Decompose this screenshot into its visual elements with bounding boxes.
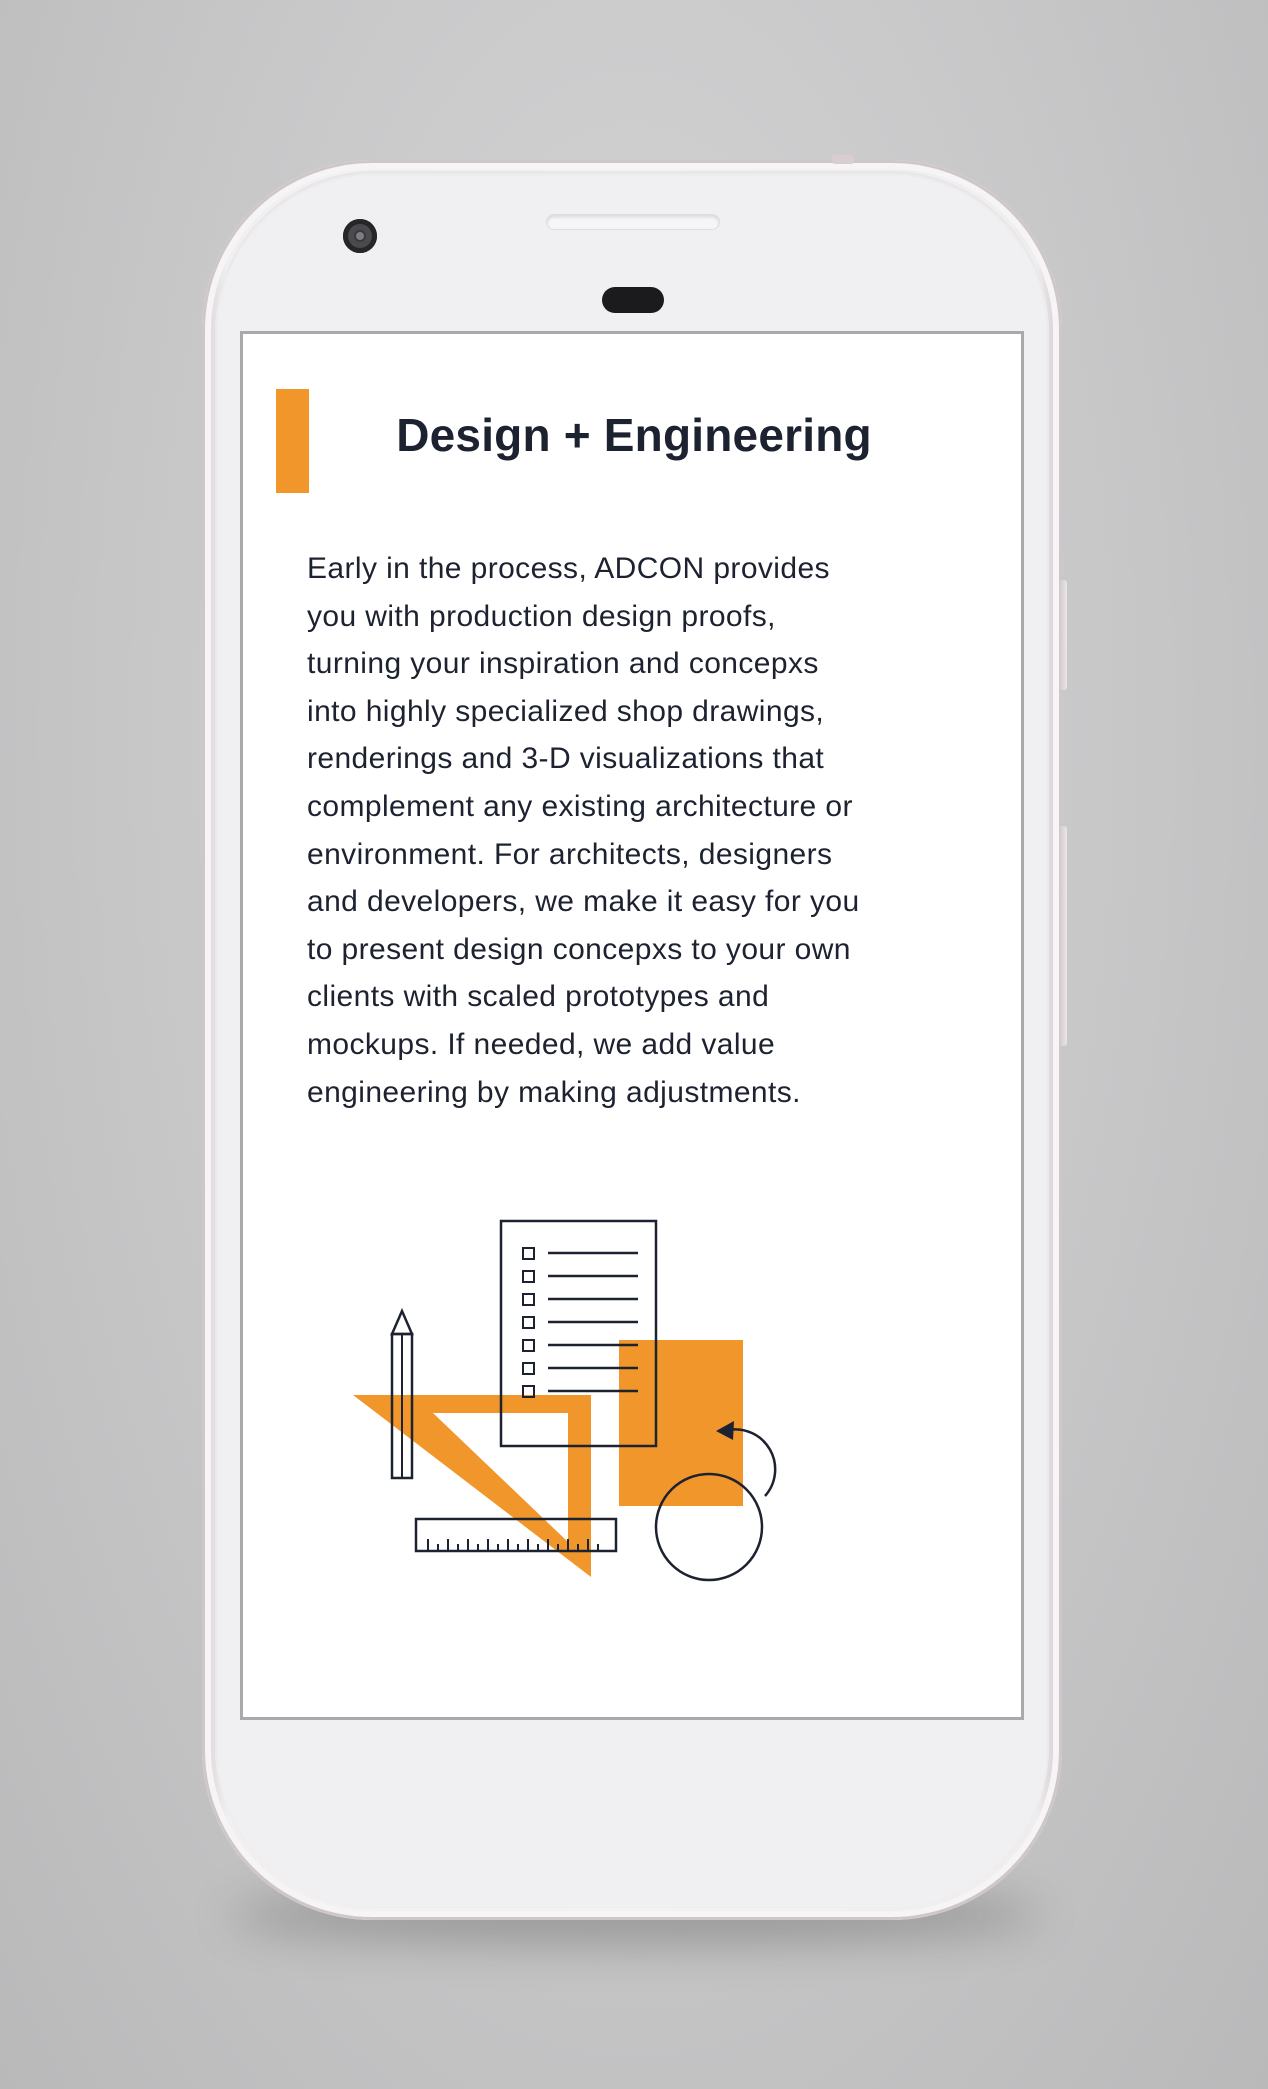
page-title: Design + Engineering [396,409,872,461]
body-paragraph: Early in the process, ADCON provides you with production design proofs, turning your inspiration and concepxs into highly specialized shop drawings, renderings and 3-D visualizations that complement any existing architecture or environment. For architects, designers and developers, we make it easy for you to present design concepxs to your own clients with scaled prototypes and mockups. If needed, we add value engineering by making adjustments. [307,552,860,1109]
design-illustration [343,1174,803,1604]
volume-button [1059,580,1067,690]
top-button [832,155,854,164]
proximity-sensor [602,287,664,313]
set-square-icon [353,1395,591,1577]
phone-screen [240,331,1024,1720]
earpiece-speaker [547,215,719,229]
front-camera [343,219,377,253]
title-accent-bar [276,389,309,493]
pencil-icon [379,1311,413,1478]
power-button [1059,826,1067,1046]
